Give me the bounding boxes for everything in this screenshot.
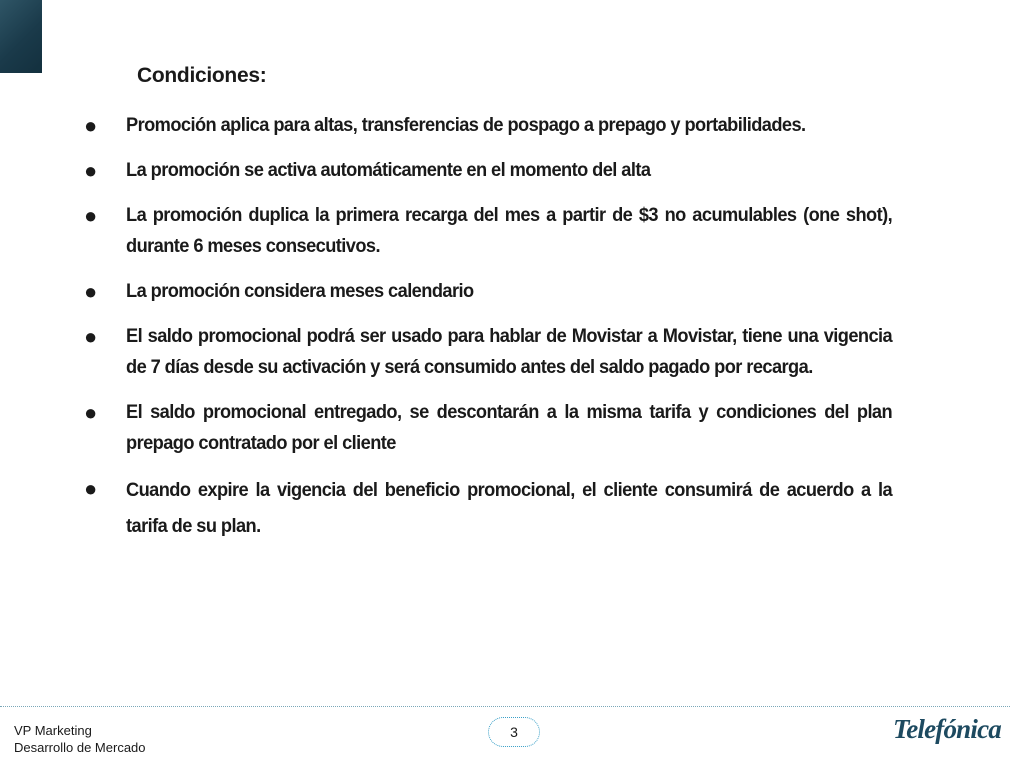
condition-item [84, 321, 924, 383]
corner-accent-block [0, 0, 42, 73]
bullet-dot-icon: ● [84, 203, 98, 228]
condition-text: Cuando expire la vigencia del beneficio promocional, el cliente consumirá de acuerdo a la tarifa de su plan. [126, 480, 893, 537]
bullet-dot-icon: ● [84, 158, 98, 183]
telefonica-logo-text: Telefónica [893, 714, 1001, 744]
condition-item [84, 397, 924, 459]
slide-heading: Condiciones: [137, 64, 267, 87]
footer-department-line1: VP Marketing [14, 723, 92, 738]
condition-item [84, 473, 924, 545]
condition-item [84, 276, 924, 307]
bullet-dot-icon: ● [84, 476, 98, 501]
condition-item [84, 155, 924, 186]
condition-text: La promoción duplica la primera recarga del mes a partir de $3 no acumulables (one shot), durante 6 meses consecutivos. [126, 205, 893, 257]
condition-text: El saldo promocional podrá ser usado para hablar de Movistar a Movistar, tiene una vigencia de 7 días desde su activación y será consumido antes del saldo pagado por recarga. [126, 326, 893, 378]
footer-divider [0, 706, 1010, 707]
footer-department [14, 722, 146, 756]
page-number: 3 [488, 717, 540, 747]
condition-text: La promoción se activa automáticamente en el momento del alta [126, 160, 651, 181]
telefonica-logo [893, 714, 1005, 754]
bullet-dot-icon: ● [84, 324, 98, 349]
bullet-dot-icon: ● [84, 400, 98, 425]
condition-item [84, 200, 924, 262]
conditions-list [84, 110, 924, 559]
condition-item [84, 110, 924, 141]
condition-text: El saldo promocional entregado, se descontarán a la misma tarifa y condiciones del plan prepago contratado por el cliente [126, 402, 893, 454]
condition-text: Promoción aplica para altas, transferencias de pospago a prepago y portabilidades. [126, 115, 806, 136]
condition-text: La promoción considera meses calendario [126, 281, 474, 302]
bullet-dot-icon: ● [84, 113, 98, 138]
footer-department-line2: Desarrollo de Mercado [14, 740, 146, 755]
bullet-dot-icon: ● [84, 279, 98, 304]
